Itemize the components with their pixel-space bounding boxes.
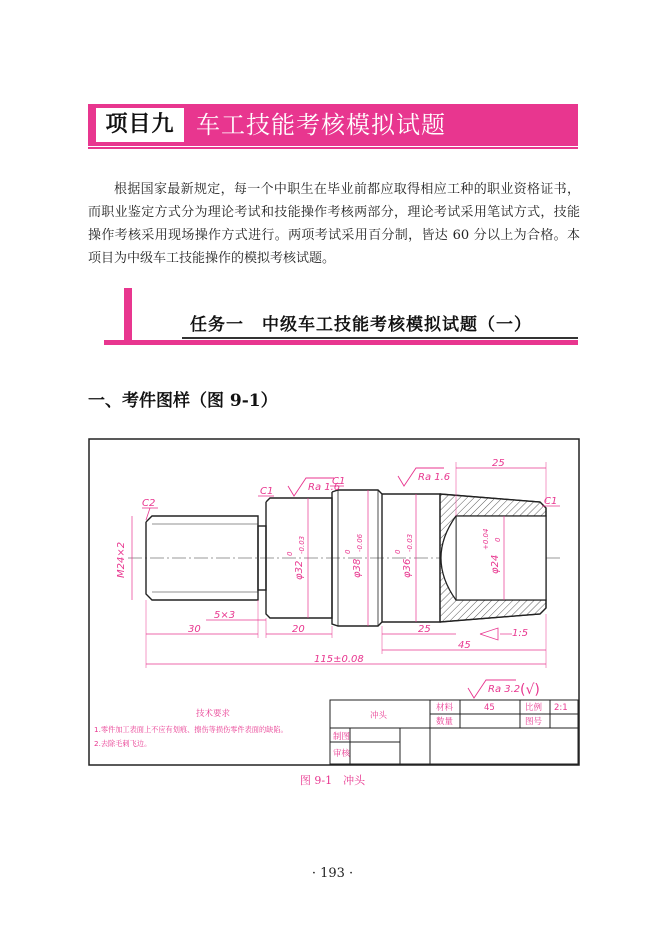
roughness-ra16-a-label: Ra 1.6: [308, 482, 341, 493]
tol-phi24-lower: 0: [494, 537, 502, 542]
thread-m24-label: M24×2: [116, 541, 127, 578]
page-number: · 193 ·: [311, 866, 354, 881]
banner-underline: [88, 147, 578, 149]
chamfer-c1-c-label: C1: [544, 496, 558, 507]
tech-req-item-2: 2.去除毛刺飞边。: [94, 739, 152, 748]
roughness-ra32-label: Ra 3.2: [488, 684, 521, 695]
intro-paragraph: 根据国家最新规定，每一个中职生在毕业前都应取得相应工种的职业资格证书，而职业鉴定方式分为理论考试和技能操作考核两部分，理论考试采用笔试方式，技能操作考核采用现场操作方式进行。两项考试采用百分制，皆达 60 分以上为合格。本项目为中级车工技能操作的模拟考核试题。: [88, 182, 580, 266]
diameter-phi38-label: φ38: [352, 558, 363, 578]
title-block-material-value: 45: [484, 703, 495, 713]
task-heading: 任务一 中级车工技能考核模拟试题（一）: [190, 315, 532, 335]
bore: [456, 516, 546, 600]
tech-req-title: 技术要求: [196, 709, 231, 719]
title-block-scale-value: 2:1: [554, 703, 568, 713]
project-label: 项目九: [96, 108, 184, 142]
task-heading-rule: [182, 337, 578, 339]
diameter-phi24-label: φ24: [490, 554, 501, 574]
dim-length-25: 25: [418, 624, 431, 635]
title-block-scale-label: 比例: [525, 703, 543, 713]
tol-phi32-lower: -0.03: [298, 535, 306, 554]
roughness-ra16-b-label: Ra 1.6: [418, 472, 451, 483]
title-block-drawing-no-label: 图号: [525, 717, 543, 727]
dim-top-25: 25: [492, 458, 505, 469]
chamfer-c1-b-label: C1: [332, 476, 346, 487]
section-heading: 一、考件图样（图 9-1）: [88, 391, 278, 411]
tol-phi38-lower: -0.06: [356, 533, 364, 552]
roughness-other-symbol: (√): [520, 682, 540, 698]
dim-length-30: 30: [188, 624, 201, 635]
dim-length-20: 20: [292, 624, 305, 635]
task-heading-accent-rule: [104, 340, 578, 345]
title-block-drawn-by-label: 制图: [333, 732, 351, 742]
taper-ratio-label: 1:5: [512, 628, 529, 639]
title-block-material-label: 材料: [436, 703, 454, 713]
title-block-part-name: 冲头: [370, 711, 388, 721]
chamfer-c2-label: C2: [142, 498, 156, 509]
tol-phi32-upper: 0: [286, 551, 294, 556]
tol-phi24-upper: +0.04: [482, 528, 490, 550]
diameter-phi36-label: φ36: [402, 558, 413, 578]
tol-phi38-upper: 0: [344, 549, 352, 554]
chamfer-c1-a-label: C1: [260, 486, 274, 497]
dim-groove-5x3: 5×3: [214, 610, 236, 621]
title-block-reviewed-by-label: 审核: [333, 749, 351, 759]
task-heading-bar: [124, 288, 132, 340]
tol-phi36-lower: -0.03: [406, 533, 414, 552]
figure-caption: 图 9-1 冲头: [299, 774, 366, 787]
tol-phi36-upper: 0: [394, 549, 402, 554]
project-title: 车工技能考核模拟试题: [196, 111, 446, 139]
engineering-drawing: [88, 438, 580, 766]
dim-total-length: 115±0.08: [314, 654, 364, 665]
dim-length-45: 45: [458, 640, 471, 651]
title-block-quantity-label: 数量: [436, 717, 454, 727]
diameter-phi32-label: φ32: [294, 560, 305, 580]
tech-req-item-1: 1.零件加工表面上不应有划痕、擦伤等损伤零件表面的缺陷。: [94, 725, 288, 734]
